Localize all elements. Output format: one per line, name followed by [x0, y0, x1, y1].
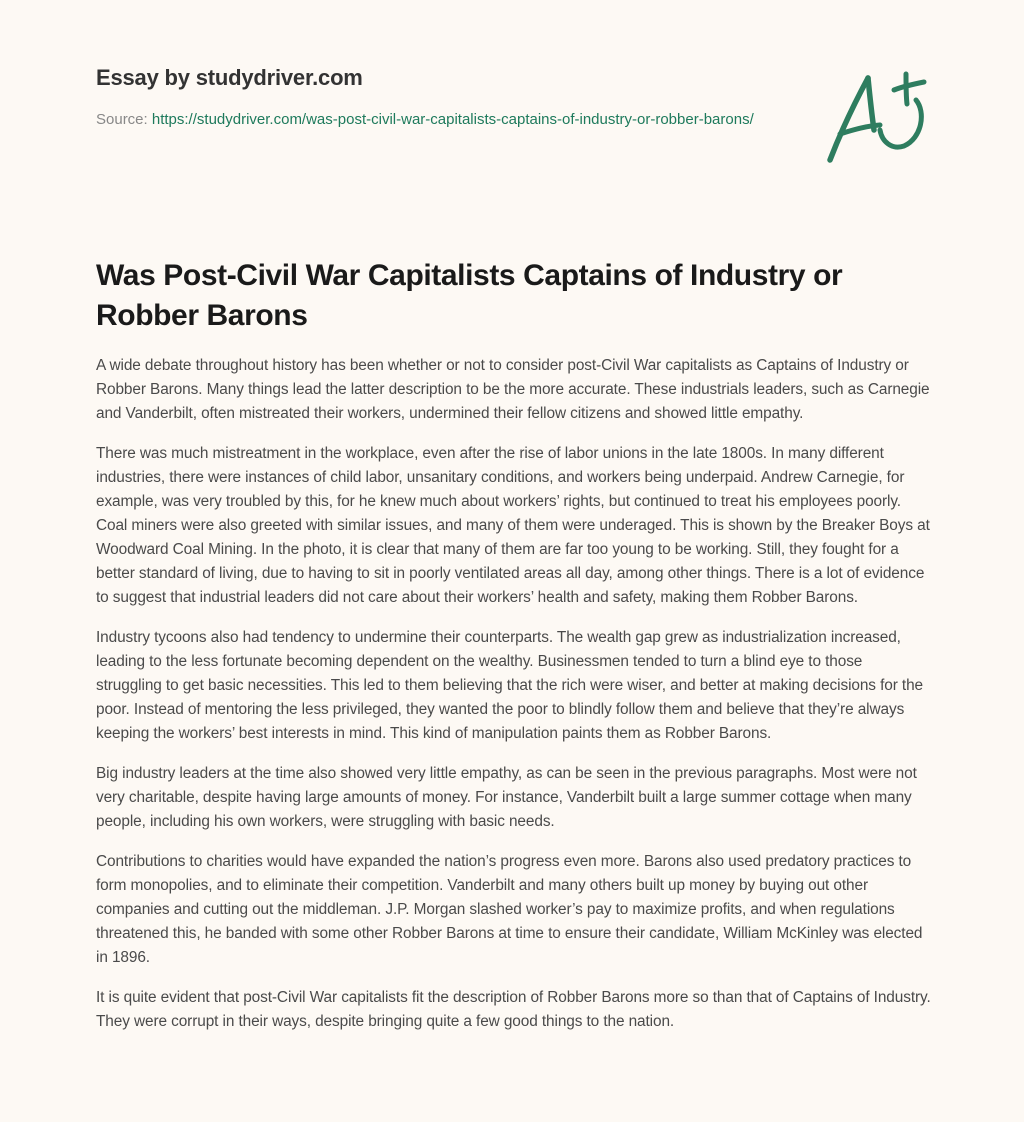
- paragraph: Contributions to charities would have expanded the nation’s progress even more. Barons also used predatory practices to form monopolies, and to eliminate their competition. Vanderbilt and many others built up money by buying out other companies and cutting out the middleman. J.P. Morgan slashed worker’s pay to maximize profits, and when regulations threatened this, he banded with some other Robber Barons at time to ensure their candidate, William McKinley was elected in 1896.: [96, 853, 923, 966]
- site-title: Essay by studydriver.com: [96, 65, 363, 90]
- document-title: Was Post-Civil War Capitalists Captains of Industry or Robber Barons: [96, 259, 843, 332]
- paragraph: There was much mistreatment in the workplace, even after the rise of labor unions in the late 1800s. In many different industries, there were instances of child labor, unsanitary conditions, and workers being underpaid. Andrew Carnegie, for example, was very troubled by this, for he knew much about workers’ rights, but continued to treat his employees poorly. Coal miners were also greeted with similar issues, and many of them were underaged. This is shown by the Breaker Boys at Woodward Coal Mining. In the photo, it is clear that many of them are far too young to be working. Still, they fought for a better standard of living, due to having to sit in poorly ventilated areas all day, among other things. There is a lot of evidence to suggest that industrial leaders did not care about their workers’ health and safety, making them Robber Barons.: [96, 445, 930, 606]
- paragraph: It is quite evident that post-Civil War capitalists fit the description of Robber Barons more so than that of Captains of Industry. They were corrupt in their ways, despite bringing quite a few good things to the nation.: [96, 989, 931, 1030]
- essay-body: [96, 354, 932, 1050]
- paragraph: A wide debate throughout history has been whether or not to consider post-Civil War capitalists as Captains of Industry or Robber Barons. Many things lead the latter description to be the more accurate. These industrials leaders, such as Carnegie and Vanderbilt, often mistreated their workers, undermined their fellow citizens and showed little empathy.: [96, 357, 930, 422]
- source-link[interactable]: https://studydriver.com/was-post-civil-war-capitalists-captains-of-industry-or-robber-barons/: [151, 111, 754, 128]
- source-label: Source:: [96, 111, 152, 128]
- paragraph: Big industry leaders at the time also showed very little empathy, as can be seen in the previous paragraphs. Most were not very charitable, despite having large amounts of money. For instance, Vanderbilt built a large summer cottage when many people, including his own workers, were struggling with basic needs.: [96, 765, 917, 830]
- a-plus-grade-icon: [822, 68, 928, 164]
- paragraph: Industry tycoons also had tendency to undermine their counterparts. The wealth gap grew as industrialization increased, leading to the less fortunate becoming dependent on the wealthy. Businessmen tended to turn a blind eye to those struggling to get basic necessities. This led to them believing that the rich were wiser, and better at making decisions for the poor. Instead of mentoring the less privileged, they wanted the poor to blindly follow them and believe that they’re always keeping the workers’ best interests in mind. This kind of manipulation paints them as Robber Barons.: [96, 629, 924, 742]
- page-header: [96, 62, 756, 132]
- source-line: [96, 108, 756, 132]
